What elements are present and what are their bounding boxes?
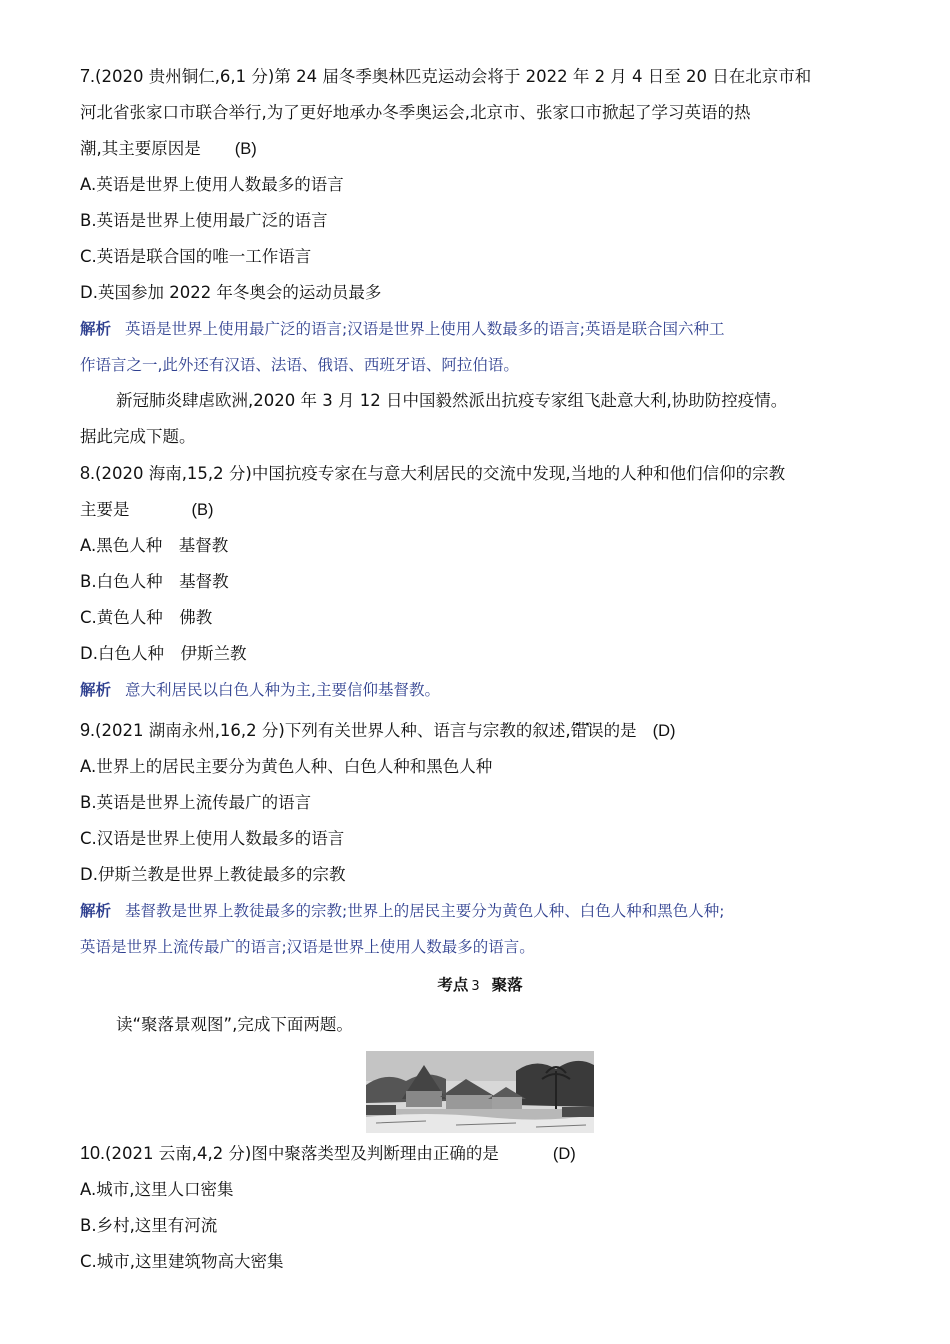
q8-analysis-tag: 解析 bbox=[80, 681, 112, 699]
q7-analysis-tag: 解析 bbox=[80, 320, 112, 338]
q9-analysis-line2: 英语是世界上流传最广的语言;汉语是世界上使用人数最多的语言。 bbox=[80, 938, 535, 956]
q7-option-b: B.英语是世界上使用最广泛的语言 bbox=[80, 211, 328, 230]
q9-analysis-text-1: 基督教是世界上教徒最多的宗教;世界上的居民主要分为黄色人种、白色人种和黑色人种; bbox=[125, 902, 725, 920]
q8-option-c: C.黄色人种 佛教 bbox=[80, 608, 213, 627]
q8-number: 8. bbox=[80, 463, 96, 483]
intro-line1: 新冠肺炎肆虐欧洲,2020 年 3 月 12 日中国毅然派出抗疫专家组飞赴意大利,协助防控疫情。 bbox=[116, 391, 788, 410]
q10-option-c: C.城市,这里建筑物高大密集 bbox=[80, 1252, 284, 1271]
q7-stem-line2: 河北省张家口市联合举行,为了更好地承办冬季奥运会,北京市、张家口市掀起了学习英语的热 bbox=[80, 103, 751, 122]
q10-number: 10. bbox=[80, 1143, 106, 1163]
q9-option-c: C.汉语是世界上使用人数最多的语言 bbox=[80, 829, 345, 848]
read-instruction: 读“聚落景观图”,完成下面两题。 bbox=[116, 1015, 353, 1034]
q7-number: 7. bbox=[80, 66, 96, 86]
q7-analysis-line1 bbox=[80, 311, 880, 347]
settlement-landscape-image bbox=[366, 1051, 594, 1133]
intro-line2: 据此完成下题。 bbox=[80, 427, 196, 446]
q10-stem-text-1: (2021 云南,4,2 分)图中聚落类型及判断理由正确的是 bbox=[105, 1144, 499, 1163]
section-label: 考点 bbox=[437, 976, 469, 994]
q7-stem-text-1: (2020 贵州铜仁,6,1 分)第 24 届冬季奥林匹克运动会将于 2022 年 2 月 4 日至 20 日在北京市和 bbox=[95, 67, 812, 86]
q10-stem-line1 bbox=[80, 1135, 880, 1172]
q7-analysis-text-1: 英语是世界上使用最广泛的语言;汉语是世界上使用人数最多的语言;英语是联合国六种工 bbox=[125, 320, 725, 338]
q7-option-d: D.英国参加 2022 年冬奥会的运动员最多 bbox=[80, 283, 382, 302]
q9-number: 9. bbox=[80, 720, 96, 740]
q9-option-d: D.伊斯兰教是世界上教徒最多的宗教 bbox=[80, 865, 346, 884]
worksheet-page bbox=[80, 58, 880, 1280]
q7-stem-line3 bbox=[80, 131, 880, 167]
section-number: 3 bbox=[471, 979, 480, 994]
q8-stem-text-1: (2020 海南,15,2 分)中国抗疫专家在与意大利居民的交流中发现,当地的人种和他们信仰的宗教 bbox=[95, 464, 786, 483]
q9-answer: (D) bbox=[652, 722, 676, 740]
q7-stem-line1 bbox=[80, 58, 880, 95]
q7-option-a: A.英语是世界上使用人数最多的语言 bbox=[80, 175, 344, 194]
q8-option-b: B.白色人种 基督教 bbox=[80, 572, 229, 591]
q9-stem-text-pre: (2021 湖南永州,16,2 分)下列有关世界人种、语言与宗教的叙述, bbox=[95, 721, 571, 740]
q10-option-a: A.城市,这里人口密集 bbox=[80, 1180, 234, 1199]
q8-stem-line1 bbox=[80, 455, 880, 492]
q7-answer: (B) bbox=[234, 140, 257, 158]
q9-analysis-line1 bbox=[80, 893, 880, 929]
q7-option-c: C.英语是联合国的唯一工作语言 bbox=[80, 247, 312, 266]
q9-emphasis: · · 错误 bbox=[571, 721, 604, 740]
q8-analysis-text-1: 意大利居民以白色人种为主,主要信仰基督教。 bbox=[125, 681, 440, 699]
section-title: 聚落 bbox=[491, 976, 523, 994]
q10-answer: (D) bbox=[552, 1145, 576, 1163]
q8-answer: (B) bbox=[191, 501, 214, 519]
q8-stem-text-2: 主要是 bbox=[80, 500, 130, 519]
q7-stem-text-3: 潮,其主要原因是 bbox=[80, 139, 201, 158]
q9-stem-text-post: 的是 bbox=[603, 721, 637, 740]
q7-analysis-line2: 作语言之一,此外还有汉语、法语、俄语、西班牙语、阿拉伯语。 bbox=[80, 356, 519, 374]
q8-stem-line2 bbox=[80, 492, 880, 528]
q9-stem-line1 bbox=[80, 712, 880, 749]
q10-option-b: B.乡村,这里有河流 bbox=[80, 1216, 218, 1235]
q9-option-a: A.世界上的居民主要分为黄色人种、白色人种和黑色人种 bbox=[80, 757, 493, 776]
q8-option-d: D.白色人种 伊斯兰教 bbox=[80, 644, 247, 663]
q8-option-a: A.黑色人种 基督教 bbox=[80, 536, 229, 555]
q9-analysis-tag: 解析 bbox=[80, 902, 112, 920]
section-header bbox=[80, 965, 880, 1007]
q9-option-b: B.英语是世界上流传最广的语言 bbox=[80, 793, 312, 812]
q8-analysis-line1 bbox=[80, 672, 880, 708]
